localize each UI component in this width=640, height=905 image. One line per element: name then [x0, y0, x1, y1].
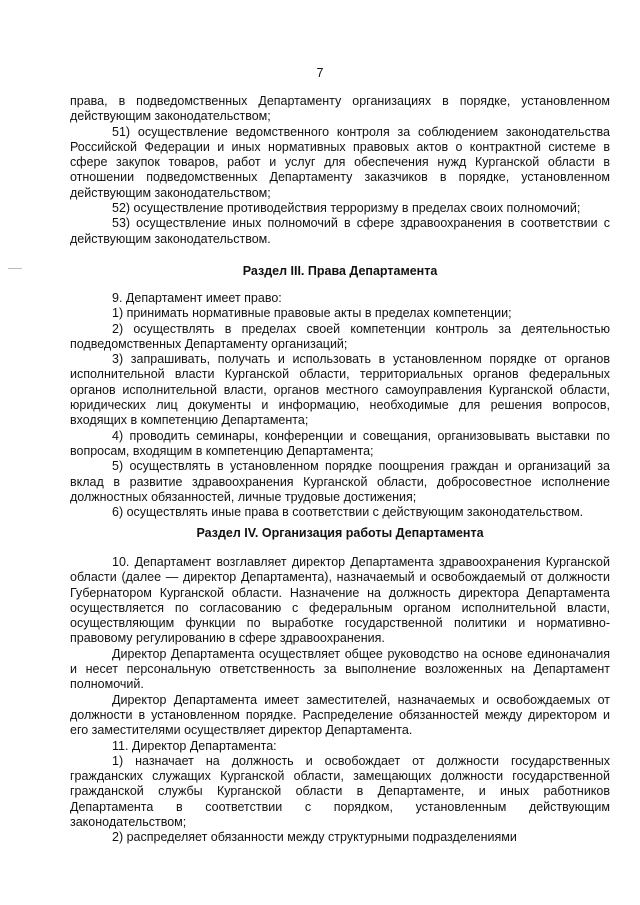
paragraph-item-53: 53) осуществление иных полномочий в сфере здравоохранения в соответствии с действующим законодательством.: [70, 216, 610, 246]
paragraph-continuation: права, в подведомственных Департаменту организациях в порядке, установленном действующим законодательством;: [70, 94, 610, 124]
paragraph-item-52: 52) осуществление противодействия терроризму в пределах своих полномочий;: [112, 201, 581, 216]
paragraph-deputies: Директор Департамента имеет заместителей, назначаемых и освобождаемых от должности в установленном порядке. Распределение обязанностей между директором и его заместителями осуществляет директор Департамента.: [70, 692, 610, 738]
paragraph-right-1: 1) принимать нормативные правовые акты в пределах компетенции;: [112, 306, 512, 321]
paragraph-right-6: 6) осуществлять иные права в соответствии с действующим законодательством.: [112, 505, 584, 520]
section-4-heading: Раздел IV. Организация работы Департамента: [196, 526, 484, 540]
list-block-2: [70, 291, 610, 520]
section-3-heading-wrap: [70, 264, 610, 279]
paragraph-right-3: 3) запрашивать, получать и использовать в установленном порядке от органов исполнительной власти Курганской области, территориальных органов федеральных органов исполнительной власти, органов местного самоуправления Курганской области, юридических лиц документы и информацию, необходимые для решения вопросов, входящих в компетенцию Департамента;: [70, 352, 610, 428]
paragraph-director-leadership: Директор Департамента осуществляет общее руководство на основе единоначалия и несет персональную ответственность за выполнение возложенных на Департамент полномочий.: [70, 646, 610, 692]
paragraph-right-5: 5) осуществлять в установленном порядке поощрения граждан и организаций за вклад в развитие здравоохранения Курганской области, добросовестное исполнение должностных обязанностей, личные трудовые достижения;: [70, 459, 610, 504]
paragraph-right-2: 2) осуществлять в пределах своей компетенции контроль за деятельностью подведомственных Департаменту организаций;: [70, 321, 610, 351]
paragraph-clause-10: 10. Департамент возглавляет директор Департамента здравоохранения Курганской области (далее — директор Департамента), назначаемый и освобождаемый от должности Губернатором Курганской области. Назначение на должность директора Департамента осуществляется по согласованию с федеральным органом исполнительной власти, осуществляющим функции по выработке государственной политики и нормативно-правовому регулированию в сфере здравоохранения.: [70, 555, 610, 646]
paragraph-item-51: 51) осуществление ведомственного контроля за соблюдением законодательства Российской Федерации и иных нормативных правовых актов о контрактной системе в сфере закупок товаров, работ и услуг для обеспечения нужд Курганской области в отношении подведомственных Департаменту заказчиков в порядке, установленном действующим законодательством;: [70, 124, 610, 200]
paragraph-right-4: 4) проводить семинары, конференции и совещания, организовывать выставки по вопросам, входящим в компетенцию Департамента;: [70, 428, 610, 458]
paragraph-clause-11: 11. Директор Департамента:: [112, 738, 277, 753]
section-3-heading: Раздел III. Права Департамента: [242, 264, 438, 278]
list-block-3: [70, 555, 610, 846]
paragraph-clause-9: 9. Департамент имеет право:: [112, 291, 282, 305]
list-block-1: [70, 94, 610, 247]
page-number: 7: [316, 66, 324, 80]
paragraph-director-duty-1: 1) назначает на должность и освобождает от должности государственных гражданских служащих Курганской области, замещающих должности государственной гражданской службы Курганской области в Департаменте, и иных работников Департамента в соответствии с порядком, установленным действующим законодательством;: [70, 753, 610, 830]
paragraph-director-duty-2: 2) распределяет обязанности между структурными подразделениями: [112, 830, 517, 845]
margin-mark: [8, 268, 22, 269]
section-4-heading-wrap: [70, 526, 610, 541]
